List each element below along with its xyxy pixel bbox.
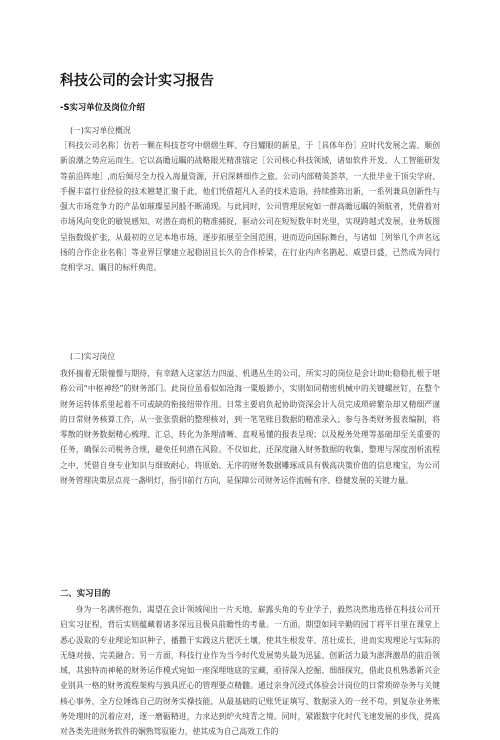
paragraph-unit-overview: ［科技公司名称］仿若一颗在科技苍穹中熠熠生辉、夺目耀眼的新星，于［具体年份］应时代发展之需、顺创新浪潮之势应运而生。它以高瞻远瞩的战略眼光精准锚定［公司核心科技领域，诸如软件开发、人工智能研发等前沿阵地］,而后倾尽全力投入海量资源，开启深耕细作之旅。公司内部精英荟萃，一大批毕业于顶尖学府、手握丰富行业经验的技术翘楚汇聚于此，他们凭借超凡入圣的技术造诣，持续推陈出新，一系列兼具创新性与强大市场竞争力的产品如璀璨星河般不断涌现。与此同时，公司管理层宛如一群高瞻远瞩的领航者，凭借着对市场风向变化的敏锐感知、对潜在商机的精准捕捉，驱动公司在短短数年时光里，实现跨越式发展，业务版图呈指数级扩张，从最初的立足本地市场，逐步拓展至全国范围，进而迈向国际舞台，与诸如［列举几个声名远扬的合作企业名称］等业界巨擘建立起稳固且长久的合作桥梁，在行业内声名鹊起、威望日盛，已然成为同行竞相学习、瞩目的标杆典范。 xyxy=(60,141,440,273)
section-heading-internship-purpose: 二、实习目的 xyxy=(60,588,111,598)
paragraph-internship-post: 我怀揣着无限憧憬与期待，有幸踏入这家活力四溢、机遇丛生的公司，所实习的岗位是会计助II;稳稳扎根于堪称公司“中枢神经”的财务部门。此岗位虽看似如沧海一粟般渺小，实则如同精密机械中的关键螺丝钉，在整个财务运转体系里起着不可或缺的衔接纽带作用。日常主要肩负起协助资深会计人员完成琐碎繁杂却又精细严谨的日常财务核算工作，从一张张票据的整理核对，到一笔笔账目数据的精准录入；参与各类财务报表编制，将零散的财务数据精心梳理、汇总，转化为条理清晰、直观易懂的报表呈现；以及税务处理等基础却至关重要的任务，确保公司税务合规，避免任何潜在风险。不仅如此，还深度融入财务数据的收集、整理与深度剖析流程之中，凭借自身专业知识与细致耐心，将原始、无序的财务数据雕琢成具有极高决策价值的信息瑰宝，为公司财务管理决策层点亮一盏明灯，指引I前行方向，是保障公司财务运作流畅有序、稳健发展的关键力量。 xyxy=(60,369,440,486)
section-heading-unit-and-post: -S实习单位及岗位介绍 xyxy=(60,102,145,112)
subsection-heading-internship-post: (二)实习岗位 xyxy=(70,352,116,361)
subsection-heading-unit-overview: (一)实习单位概况 xyxy=(70,126,131,135)
report-title: 科技公司的会计实习报告 xyxy=(60,73,214,89)
paragraph-internship-purpose: 身为一名满怀抱负、渴望在会计领域闯出一片天地、崭露头角的专业学子，毅然决然地选择在科技公司开启实习征程，背后实则蕴藏着诸多深远且极具前瞻性的考量。一方面，期望如同辛勤的园丁将平日里在课堂上悉心汲取的专业理论知识种子，播撒于实践这片肥沃土壤，使其生根发芽、茁壮成长，进而实现理论与实际的无缝对接、完美融合；另一方面，科技行业作为当今时代发展势头最为迅猛、创新活力最为澎湃激昂的前沿领域，其独特而神秘的财务运作模式宛如一座深埋地底的宝藏，亟待深入挖掘、细细探究，借此良机熟悉新兴企业别具一格的财务流程架构与独具匠心的管理要点精髓。通过亲身沉浸式体验会计岗位的日常琐碎杂务与关键核心事务，全方位锤炼自己的财务实操技能，从最基础的记账凭证填写、数据录入的一丝不苟，到复杂业务账务处理时的沉着应对，逐一磨砺精进，力求达到炉火纯青之境。同时，紧跟数字化时代飞速发展的步伐，提高对各类先进财务软件的娴熟驾驭能力，使其成为自己高效工作的 xyxy=(60,605,440,737)
